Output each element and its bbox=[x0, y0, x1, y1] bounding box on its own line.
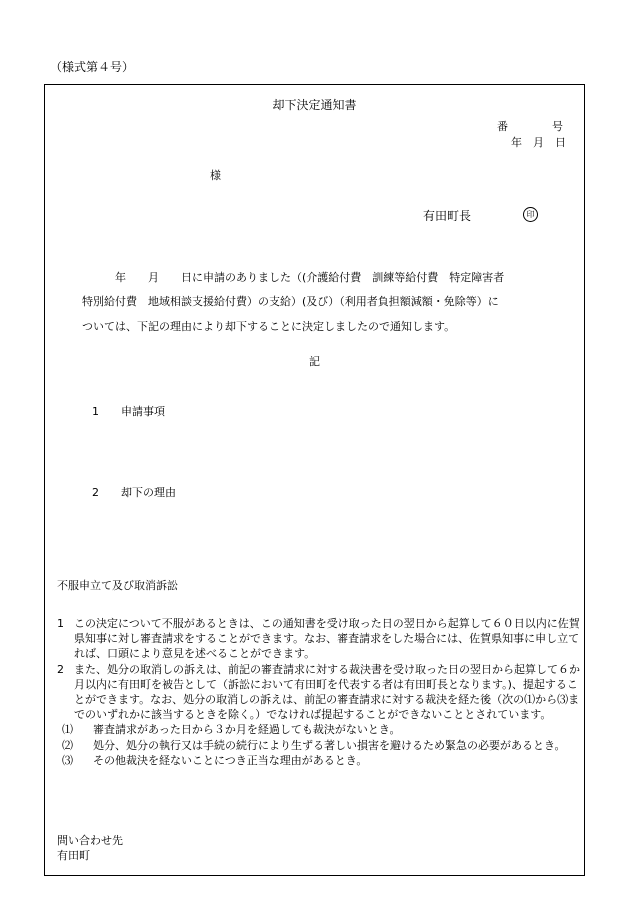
note-number: ⑵ bbox=[62, 738, 73, 752]
note-number: 2 bbox=[57, 662, 64, 676]
appeal-note bbox=[57, 662, 582, 723]
appeal-note bbox=[57, 616, 582, 662]
item-reason bbox=[92, 486, 176, 500]
appeal-subnote bbox=[57, 722, 582, 737]
note-text: 処分、処分の執行又は手続の続行により生ずる著しい損害を避けるため緊急の必要があるとき。 bbox=[93, 738, 566, 752]
item-label: 申請事項 bbox=[121, 405, 165, 418]
document-date-line: 年 月 日 bbox=[511, 136, 566, 149]
note-text: 審査請求があった日から３か月を経過しても裁決がないとき。 bbox=[93, 723, 401, 737]
item-application bbox=[92, 405, 165, 419]
body-line: 特別給付費 地域相談支援給付費）の支給）(及び）（利用者負担額減額・免除等）に bbox=[82, 295, 499, 308]
seal-mark: 印 bbox=[523, 207, 538, 222]
form-number-label: （様式第４号） bbox=[50, 60, 135, 74]
item-number: 2 bbox=[92, 486, 99, 499]
item-label: 却下の理由 bbox=[121, 486, 176, 499]
issuer-name: 有田町長 bbox=[423, 209, 472, 223]
contact-org: 有田町 bbox=[57, 849, 90, 862]
body-line: ついては、下記の理由により却下することに決定しましたので通知します。 bbox=[82, 320, 456, 333]
note-text: また、処分の取消しの訴えは、前記の審査請求に対する裁決書を受け取った日の翌日から起算して６か月以内に有田町を被告として（訴訟において有田町を代表する者は有田町長となります。)、提起することができます。なお、処分の取消しの訴えは、前記の審査請求に対する裁決を経た後（次の⑴から⑶までのいずれかに該当するときを除く。）でなければ提起することができないこととされています。 bbox=[74, 662, 580, 722]
note-number: ⑶ bbox=[62, 753, 73, 767]
body-line: 年 月 日に申請のありました（(介護給付費 訓練等給付費 特定障害者 bbox=[115, 271, 505, 284]
note-text: その他裁決を経ないことにつき正当な理由があるとき。 bbox=[93, 753, 368, 767]
item-number: 1 bbox=[92, 405, 99, 418]
document-number-line: 番 号 bbox=[497, 120, 563, 133]
contact-heading: 問い合わせ先 bbox=[57, 834, 123, 847]
appeal-subnote bbox=[57, 753, 582, 768]
note-text: この決定について不服があるときは、この通知書を受け取った日の翌日から起算して６０日以内に佐賀県知事に対し審査請求をすることができます。なお、審査請求をした場合には、佐賀県知事に申し立てれば、口頭により意見を述べることができます。 bbox=[74, 617, 580, 661]
notice-frame bbox=[44, 84, 585, 876]
ki-heading: 記 bbox=[309, 355, 320, 368]
note-number: ⑴ bbox=[62, 723, 73, 737]
note-number: 1 bbox=[57, 617, 64, 630]
appeal-notes bbox=[57, 616, 582, 768]
appeal-subnote bbox=[57, 738, 582, 753]
appeal-heading: 不服申立て及び取消訴訟 bbox=[57, 579, 178, 592]
addressee-suffix: 様 bbox=[210, 169, 221, 182]
document-title: 却下決定通知書 bbox=[272, 98, 357, 112]
